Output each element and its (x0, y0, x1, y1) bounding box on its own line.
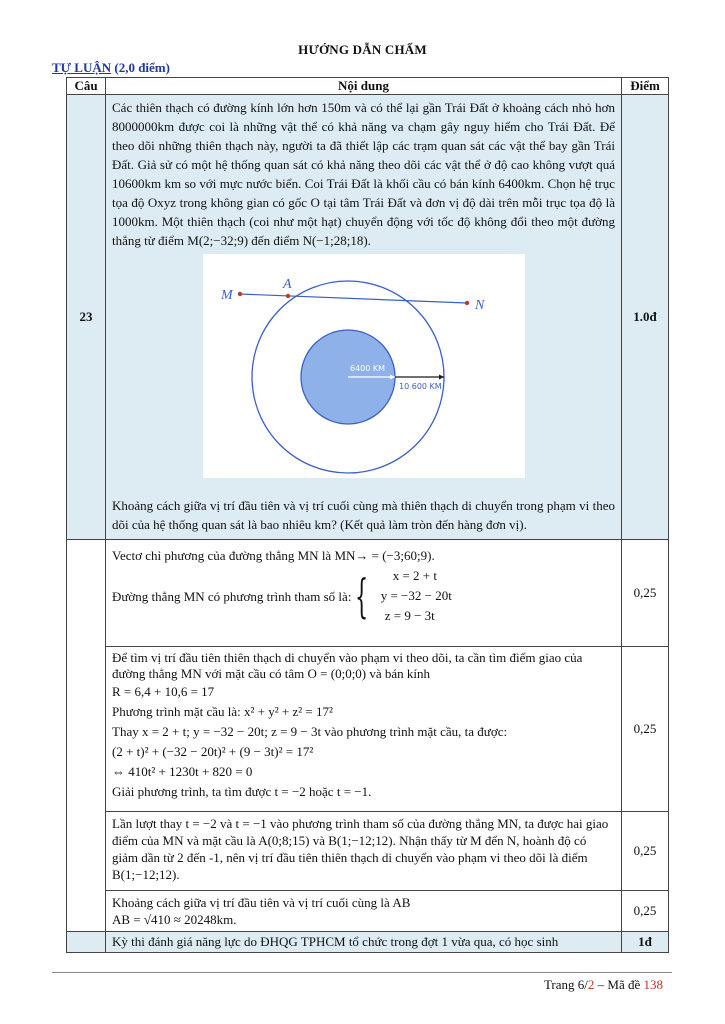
next-question-text: Kỳ thi đánh giá năng lực do ĐHQG TPHCM tổ chức trong đợt 1 vừa qua, có học sinh (106, 932, 622, 953)
question-prompt: Khoảng cách giữa vị trí đầu tiên và vị trí cuối cùng mà thiên thạch di chuyển trong phạm vi theo dõi của hệ thống quan sát là bao nhiêu km? (Kết quả làm tròn đến hàng đơn vị). (112, 498, 615, 532)
step-2-line-4: Thay x = 2 + t; y = −32 − 20t; z = 9 − 3t vào phương trình mặt cầu, ta được: (112, 724, 508, 739)
question-number: 23 (67, 95, 106, 540)
solution-step-1 (67, 540, 669, 647)
header-score: Điểm (622, 78, 669, 95)
step-2-line-1: Để tìm vị trí đầu tiên thiên thạch di chuyển vào phạm vi theo dõi, ta cần tìm điểm giao của đường thẳng MN với mặt cầu có tâm O = (0;0;0) và bán kính (112, 650, 583, 681)
step-1-line-1: Vectơ chỉ phương của đường thẳng MN là MN→ = (−3;60;9). (112, 548, 435, 563)
header-cau: Câu (67, 78, 106, 95)
label-outer-radius: 10 600 KM (398, 382, 442, 391)
section-points: (2,0 điểm) (111, 60, 170, 75)
step-1-content (106, 540, 622, 647)
step-4-score: 0,25 (622, 891, 669, 932)
step-2-line-6: ⇔ 410t² + 1230t + 820 = 0 (112, 764, 253, 779)
question-figure (203, 254, 525, 478)
step-4-line-2: AB = √410 ≈ 20248km. (112, 912, 237, 927)
step-1-line-2: Đường thẳng MN có phương trình tham số là: (112, 588, 352, 604)
next-question-score: 1đ (622, 932, 669, 953)
system-y: y = −32 − 20t (380, 588, 452, 603)
solution-step-4 (67, 891, 669, 932)
footer-divider (52, 972, 672, 973)
page-footer (544, 977, 663, 993)
section-label: TỰ LUẬN (52, 60, 112, 75)
step-3-content (106, 812, 622, 891)
table-header-row (67, 78, 669, 95)
label-n: N (474, 298, 484, 313)
solution-number-cell (67, 540, 106, 932)
footer-middle: – Mã đề (594, 977, 644, 992)
footer-page-total: 2 (587, 977, 595, 992)
footer-exam-code: 138 (643, 977, 663, 992)
system-x: x = 2 + t (392, 568, 437, 583)
step-2-line-7: Giải phương trình, ta tìm được t = −2 hoặc t = −1. (112, 784, 372, 799)
page-title: HƯỚNG DẪN CHẤM (298, 42, 427, 57)
step-4-content (106, 891, 622, 932)
section-heading (52, 60, 170, 76)
step-2-score: 0,25 (622, 647, 669, 812)
point-a (285, 294, 289, 298)
parametric-system (351, 566, 451, 626)
label-a: A (282, 277, 292, 292)
point-m (237, 292, 241, 296)
footer-page-prefix: Trang 6/ (543, 977, 588, 992)
step-2-line-3: Phương trình mặt cầu là: x² + y² + z² = 17² (112, 704, 333, 719)
solution-step-3 (67, 812, 669, 891)
solution-step-2 (67, 647, 669, 812)
next-question-number (67, 932, 106, 953)
label-inner-radius: 6400 KM (349, 364, 385, 373)
point-n (464, 301, 468, 305)
system-brace-icon: { (355, 569, 369, 623)
next-question-row (67, 932, 669, 953)
step-2-line-5: (2 + t)² + (−32 − 20t)² + (9 − 3t)² = 17² (112, 744, 314, 759)
question-row (67, 95, 669, 540)
step-4-line-1: Khoảng cách giữa vị trí đầu tiên và vị trí cuối cùng là AB (112, 895, 411, 910)
step-3-line-1: Lần lượt thay t = −2 và t = −1 vào phương trình tham số của đường thẳng MN, ta được hai giao điểm của MN và mặt cầu là A(0;8;15) và B(1;−12;12). Nhận thấy từ M đến N, hoành độ có giảm dần từ 2 đến -1, nên vị trí đầu tiên thiên thạch di chuyển vào phạm vi theo dõi là điểm B(1;−12;12). (112, 816, 609, 882)
system-z: z = 9 − 3t (384, 608, 435, 623)
grading-table (66, 77, 669, 953)
header-content: Nội dung (106, 78, 622, 95)
step-1-score: 0,25 (622, 540, 669, 647)
step-1-system-row (112, 566, 615, 626)
step-2-content (106, 647, 622, 812)
figure-svg (203, 254, 525, 478)
label-m: M (220, 288, 233, 303)
question-content (106, 95, 622, 540)
step-2-line-2: R = 6,4 + 10,6 = 17 (112, 684, 215, 699)
question-text: Các thiên thạch có đường kính lớn hơn 150m và có thể lại gần Trái Đất ở khoảng cách nhỏ hơn 8000000km được coi là những vật thể có khả năng va chạm gây nguy hiểm cho Trái Đất. Để theo dõi những thiên thạch này, người ta đã thiết lập các trạm quan sát các vật thể bay gần Trái Đất. Giả sử có một hệ thống quan sát có khả năng theo dõi các vật thể ở độ cao không vượt quá 10600km km so với mực nước biển. Coi Trái Đất là khối cầu có bán kính 6400km. Chọn hệ trục tọa độ Oxyz trong không gian có gốc O tại tâm Trái Đất và đơn vị độ dài trên mỗi trục tọa độ là 1000km. Một thiên thạch (coi như một hạt) chuyển động với tốc độ không đổi theo một đường thẳng từ điểm M(2;−32;9) đến điểm N(−1;28;18). (112, 100, 615, 248)
question-score: 1.0đ (622, 95, 669, 540)
step-3-score: 0,25 (622, 812, 669, 891)
